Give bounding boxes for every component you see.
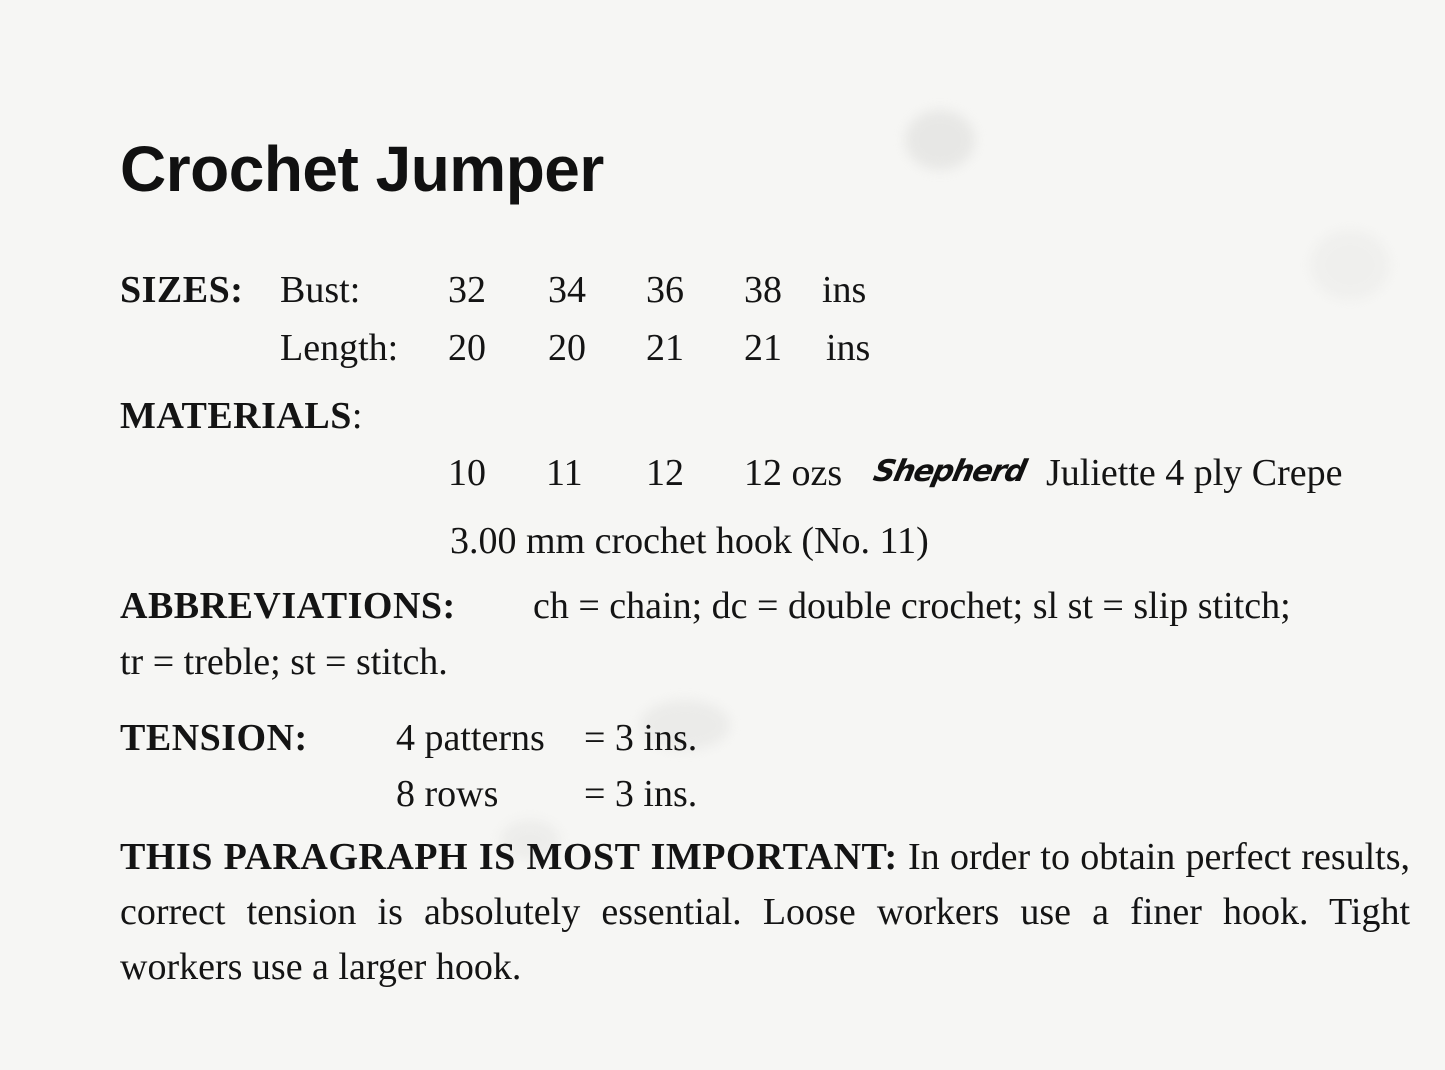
bust-value: 34 bbox=[548, 269, 586, 311]
bust-value: 38 bbox=[744, 269, 782, 311]
tension-rows-value: = 3 ins. bbox=[584, 773, 698, 815]
tension-patterns-value: = 3 ins. bbox=[584, 717, 698, 759]
length-value: 21 bbox=[744, 327, 782, 369]
sizes-label: SIZES: bbox=[120, 269, 244, 311]
bust-value: 36 bbox=[646, 269, 684, 311]
abbreviations-label: ABBREVIATIONS: bbox=[120, 585, 456, 627]
length-unit: ins bbox=[826, 327, 871, 369]
yarn-name: Juliette 4 ply Crepe bbox=[1046, 452, 1343, 494]
tension-rows: 8 rows bbox=[396, 773, 499, 815]
important-body: In order to obtain perfect results, correct tension is absolutely essential. Loose workers use a finer hook. Tight workers use a larger hook. bbox=[120, 836, 1411, 988]
bust-unit: ins bbox=[822, 269, 867, 311]
materials-quantity: 12 ozs bbox=[744, 452, 843, 494]
hook-size: 3.00 mm crochet hook (No. 11) bbox=[450, 520, 929, 562]
materials-quantity: 12 bbox=[646, 452, 684, 494]
shepherd-brand-logo: Shepherd bbox=[870, 454, 1029, 489]
length-label: Length: bbox=[280, 327, 399, 369]
paper-smudge bbox=[905, 110, 975, 170]
abbreviations-line-2: tr = treble; st = stitch. bbox=[120, 641, 448, 683]
length-value: 20 bbox=[548, 327, 586, 369]
important-heading: THIS PARAGRAPH IS MOST IMPORTANT: bbox=[120, 836, 898, 878]
important-paragraph bbox=[120, 830, 1410, 995]
bust-label: Bust: bbox=[280, 269, 361, 311]
abbreviations-line-1: ch = chain; dc = double crochet; sl st = slip stitch; bbox=[533, 585, 1291, 627]
materials-label: MATERIALS bbox=[120, 395, 352, 437]
materials-quantity: 11 bbox=[546, 452, 583, 494]
materials-colon: : bbox=[351, 395, 363, 437]
tension-patterns: 4 patterns bbox=[396, 717, 545, 759]
materials-heading bbox=[120, 394, 362, 438]
page-title: Crochet Jumper bbox=[120, 133, 604, 205]
paper-smudge bbox=[1310, 230, 1390, 300]
length-value: 21 bbox=[646, 327, 684, 369]
tension-label: TENSION: bbox=[120, 717, 308, 759]
materials-quantity: 10 bbox=[448, 452, 486, 494]
bust-value: 32 bbox=[448, 269, 486, 311]
length-value: 20 bbox=[448, 327, 486, 369]
